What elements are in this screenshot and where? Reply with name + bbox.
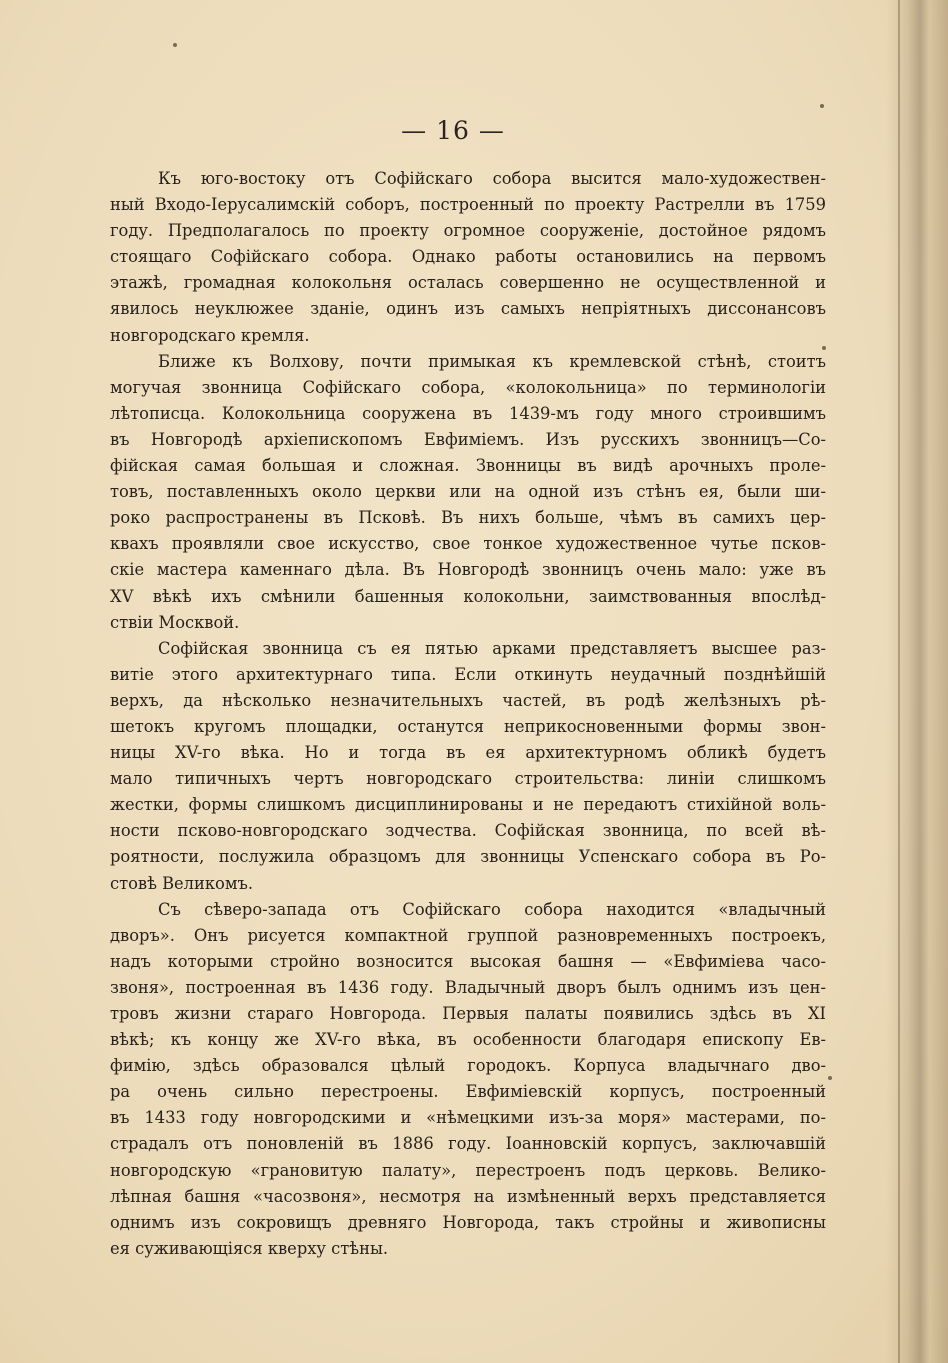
text-line: ности псково-новгородскаго зодчества. Софійская звонница, по всей вѣ-: [110, 821, 826, 841]
text-line: дворъ». Онъ рисуется компактной группой разновременныхъ построекъ,: [110, 925, 826, 945]
text-line: звоня», построенная въ 1436 году. Владычный дворъ былъ однимъ изъ цен-: [110, 977, 826, 997]
text-line: ея суживающіяся кверху стѣны.: [110, 1238, 389, 1258]
text-line: ствіи Москвой.: [110, 612, 240, 632]
text-line: въ Новгородѣ архіепископомъ Евфиміемъ. Изъ русскихъ звонницъ—Со-: [110, 429, 826, 449]
text-line: Къ юго-востоку отъ Софійскаго собора высится мало-художествен-: [158, 169, 826, 188]
text-line: товъ, поставленныхъ около церкви или на одной изъ стѣнъ ея, были ши-: [110, 482, 826, 502]
text-line: вѣкѣ; къ концу же XV-го вѣка, въ особенности благодаря епископу Ев-: [110, 1030, 826, 1050]
text-line: лѣтописца. Колокольница сооружена въ 1439-мъ году много строившимъ: [110, 403, 826, 423]
text-line: явилось неуклюжее зданіе, одинъ изъ самыхъ непріятныхъ диссонансовъ: [110, 299, 826, 319]
text-line: Ближе къ Волхову, почти примыкая къ кремлевской стѣнѣ, стоитъ: [158, 351, 826, 371]
paragraph-4: [110, 897, 826, 1262]
text-line: ный Входо-Іерусалимскій соборъ, построенный по проекту Растрелли въ 1759: [110, 195, 826, 215]
text-line: Съ сѣверо-запада отъ Софійскаго собора находится «владычный: [158, 899, 826, 919]
text-line: могучая звонница Софійскаго собора, «колокольница» по терминологіи: [110, 377, 826, 397]
text-line: роко распространены въ Псковѣ. Въ нихъ больше, чѣмъ въ самихъ цер-: [110, 508, 826, 528]
paragraph-2: [110, 349, 826, 636]
text-line: стоящаго Софійскаго собора. Однако работы остановились на первомъ: [110, 247, 826, 267]
text-line: году. Предполагалось по проекту огромное сооруженіе, достойное рядомъ: [110, 221, 826, 241]
body-text: [110, 166, 826, 1262]
text-line: верхъ, да нѣсколько незначительныхъ частей, въ родѣ желѣзныхъ рѣ-: [110, 690, 826, 710]
text-line: однимъ изъ сокровищъ древняго Новгорода, такъ стройны и живописны: [110, 1212, 826, 1232]
text-line: этажѣ, громадная колокольня осталась совершенно не осуществленной и: [110, 273, 826, 293]
text-line: квахъ проявляли свое искусство, свое тонкое художественное чутье псков-: [110, 534, 826, 554]
text-line: шетокъ кругомъ площадки, останутся неприкосновенными формы звон-: [110, 716, 826, 736]
text-line: страдалъ отъ поновленій въ 1886 году. Іоанновскій корпусъ, заключавшій: [110, 1134, 826, 1154]
text-line: роятности, послужила образцомъ для звонницы Успенскаго собора въ Ро-: [110, 847, 826, 867]
page-number: — 16 —: [401, 116, 505, 145]
text-line: новгородскую «грановитую палату», перестроенъ подъ церковь. Велико-: [110, 1160, 826, 1180]
text-line: XV вѣкѣ ихъ смѣнили башенныя колокольни, заимствованныя впослѣд-: [110, 586, 826, 606]
paper-speck: [828, 1076, 832, 1080]
text-line: новгородскаго кремля.: [110, 325, 310, 345]
book-spine-edge: [886, 0, 948, 1363]
text-line: жестки, формы слишкомъ дисциплинированы и не передаютъ стихійной воль-: [110, 795, 826, 815]
paragraph-3: [110, 636, 826, 897]
text-line: фимію, здѣсь образовался цѣлый городокъ. Корпуса владычнаго дво-: [110, 1056, 826, 1076]
text-line: мало типичныхъ чертъ новгородскаго строительства: линіи слишкомъ: [110, 769, 826, 789]
text-line: ра очень сильно перестроены. Евфиміевскій корпусъ, построенный: [110, 1082, 826, 1102]
text-line: Софійская звонница съ ея пятью арками представляетъ высшее раз-: [158, 638, 826, 658]
paragraph-1: [110, 166, 826, 349]
text-line: витіе этого архитектурнаго типа. Если откинуть неудачный позднѣйшій: [110, 664, 826, 684]
text-line: ницы XV-го вѣка. Но и тогда въ ея архитектурномъ обликѣ будетъ: [110, 743, 826, 763]
text-line: надъ которыми стройно возносится высокая башня — «Евфиміева часо-: [110, 951, 826, 971]
text-line: фійская самая большая и сложная. Звонницы въ видѣ арочныхъ проле-: [110, 456, 826, 476]
paper-speck: [173, 43, 177, 47]
paper-speck: [820, 104, 824, 108]
text-line: тровъ жизни стараго Новгорода. Первыя палаты появились здѣсь въ XI: [110, 1004, 826, 1023]
text-line: лѣпная башня «часозвоня», несмотря на измѣненный верхъ представляется: [110, 1186, 826, 1206]
text-line: въ 1433 году новгородскими и «нѣмецкими изъ-за моря» мастерами, по-: [110, 1108, 826, 1128]
text-line: стовѣ Великомъ.: [110, 873, 254, 893]
text-line: скіе мастера каменнаго дѣла. Въ Новгородѣ звонницъ очень мало: уже въ: [110, 560, 826, 580]
page-fold-line: [898, 0, 900, 1363]
